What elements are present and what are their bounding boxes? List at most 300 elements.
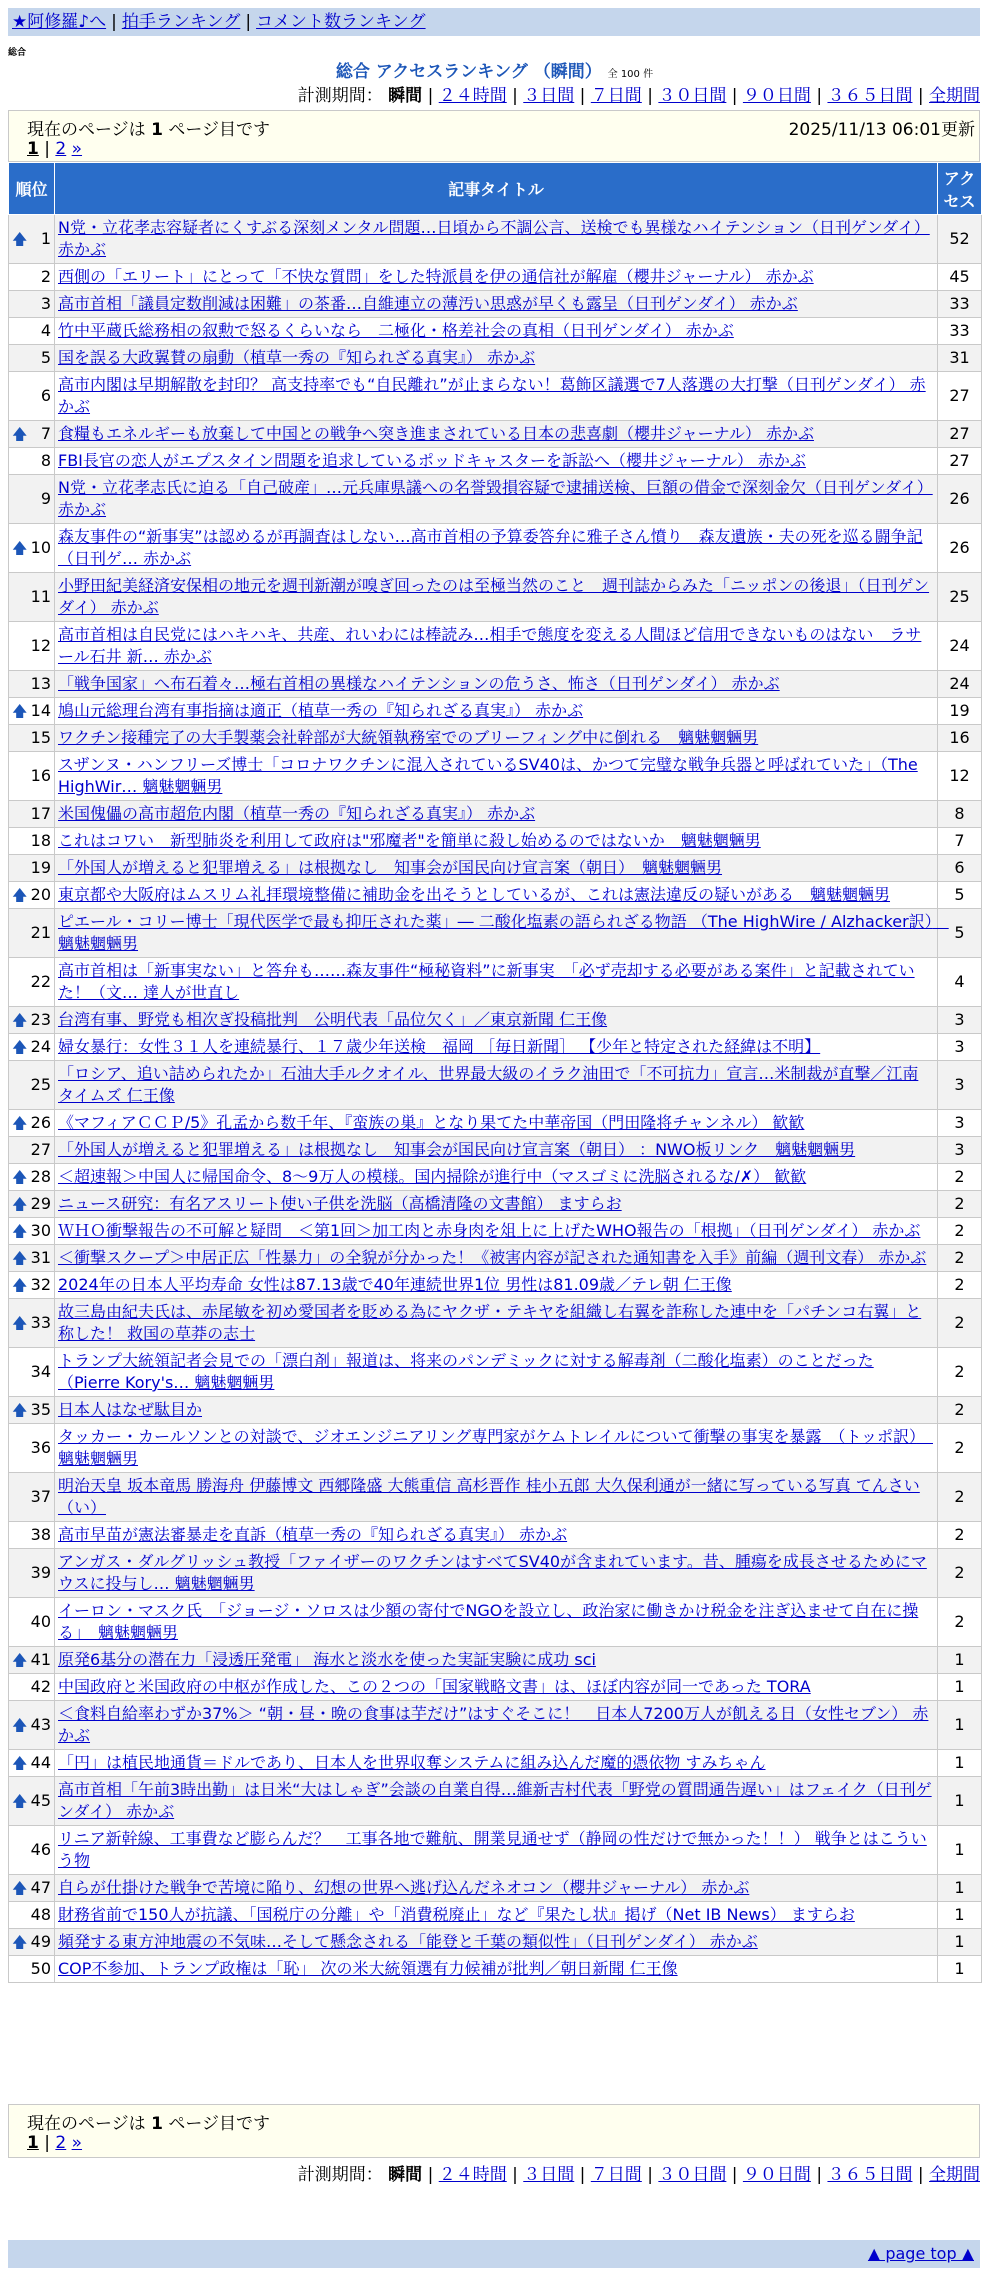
table-row <box>9 1007 982 1034</box>
access-count: 16 <box>938 725 982 752</box>
rank-cell <box>9 1701 55 1750</box>
rank-number: 27 <box>30 1140 51 1159</box>
rank-cell <box>9 752 55 801</box>
access-count: 52 <box>938 215 982 264</box>
rank-cell <box>9 958 55 1007</box>
title-cell <box>55 372 938 421</box>
rank-number: 39 <box>30 1563 51 1582</box>
title-cell <box>55 1549 938 1598</box>
table-row <box>9 801 982 828</box>
period-link-90d[interactable]: ９０日間 <box>742 2165 811 2185</box>
access-count: 1 <box>938 1956 982 1983</box>
table-row <box>9 291 982 318</box>
table-row <box>9 524 982 573</box>
table-row <box>9 1674 982 1701</box>
article-link[interactable]: 西側の「エリート」にとって「不快な質問」をした特派員を伊の通信社が解雇（櫻井ジャーナル） 赤かぶ <box>58 267 814 286</box>
updated-timestamp: 2025/11/13 06:01更新 <box>788 120 975 140</box>
title-cell <box>55 752 938 801</box>
rank-cell <box>9 1397 55 1424</box>
article-link[interactable]: スザンヌ・ハンフリーズ博士「コロナワクチンに混入されているSV40は、かつて完璧な戦争兵器と呼ばれていた」（The HighWir… 魑魅魍魎男 <box>58 755 918 796</box>
total-count: 全 100 件 <box>607 69 654 80</box>
article-link[interactable]: 「外国人が増えると犯罪増える」は根拠なし 知事会が国民向け宣言案（朝日） ：NWO板リンク 魑魅魍魎男 <box>58 1140 856 1159</box>
rank-cell <box>9 1902 55 1929</box>
access-count: 2 <box>938 1549 982 1598</box>
rank-cell <box>9 1674 55 1701</box>
period-link-30d[interactable]: ３０日間 <box>658 2165 727 2185</box>
table-row <box>9 752 982 801</box>
rank-up-arrow-icon: 🡅 <box>12 1933 28 1951</box>
rank-number: 23 <box>30 1010 51 1029</box>
rank-cell <box>9 1110 55 1137</box>
article-link[interactable]: 「戦争国家」へ布石着々…極右首相の異様なハイテンションの危うさ、怖さ（日刊ゲンダイ） 赤かぶ <box>58 674 780 693</box>
access-count: 19 <box>938 698 982 725</box>
rank-cell <box>9 1647 55 1674</box>
title-cell <box>55 1348 938 1397</box>
access-count: 2 <box>938 1191 982 1218</box>
rank-up-arrow-icon: 🡅 <box>12 1716 28 1734</box>
article-link[interactable]: 高市首相「議員定数削減は困難」の茶番…自維連立の薄汚い思惑が早くも露呈（日刊ゲンダイ） 赤かぶ <box>58 294 798 313</box>
rank-up-arrow-icon: 🡅 <box>12 1879 28 1897</box>
rank-number: 10 <box>30 538 51 557</box>
article-link[interactable]: 2024年の日本人平均寿命 女性は87.13歳で40年連続世界1位 男性は81.09歳／テレ朝 仁王像 <box>58 1275 732 1294</box>
access-count: 1 <box>938 1701 982 1750</box>
article-link[interactable]: 故三島由紀夫氏は、赤尾敏を初め愛国者を貶める為にヤクザ・テキヤを組織し右翼を詐称した連中を「パチンコ右翼」と称した！ 救国の草莽の志士 <box>58 1302 922 1343</box>
rank-number: 42 <box>30 1677 51 1696</box>
title-cell <box>55 1397 938 1424</box>
access-count: 1 <box>938 1647 982 1674</box>
access-count: 26 <box>938 475 982 524</box>
rank-cell <box>9 1007 55 1034</box>
period-link-365d[interactable]: ３６５日間 <box>827 86 913 106</box>
article-link[interactable]: 日本人はなぜ駄目か <box>58 1400 203 1419</box>
current-page-text: 現在のページは 1 ページ目です <box>27 120 270 140</box>
rank-cell <box>9 524 55 573</box>
rank-cell <box>9 1191 55 1218</box>
article-link[interactable]: 高市首相「午前3時出勤」は日米“大はしゃぎ”会談の自業自得…維新吉村代表「野党の質問通告遅い」はフェイク（日刊ゲンダイ） 赤かぶ <box>58 1780 932 1821</box>
rank-number: 44 <box>30 1753 51 1772</box>
title-cell <box>55 1110 938 1137</box>
rank-number: 48 <box>30 1905 51 1924</box>
title-cell <box>55 291 938 318</box>
access-count: 24 <box>938 622 982 671</box>
period-link-3d[interactable]: ３日間 <box>523 86 575 106</box>
title-cell <box>55 475 938 524</box>
article-link[interactable]: トランプ大統領記者会見での「漂白剤」報道は、将来のパンデミックに対する解毒剤（二酸化塩素）のことだった（Pierre Kory's… 魑魅魍魎男 <box>58 1351 874 1392</box>
rank-number: 18 <box>30 831 51 850</box>
rank-up-arrow-icon: 🡅 <box>12 1651 28 1669</box>
pager-top <box>8 110 980 162</box>
title-cell <box>55 882 938 909</box>
rank-number: 26 <box>30 1113 51 1132</box>
table-row <box>9 1701 982 1750</box>
period-link-24h[interactable]: ２４時間 <box>438 86 507 106</box>
access-count: 8 <box>938 801 982 828</box>
table-row <box>9 1245 982 1272</box>
article-link[interactable]: 「ロシア、追い詰められたか」石油大手ルクオイル、世界最大級のイラク油田で「不可抗力」宣言…米制裁が直撃／江南タイムズ 仁王像 <box>58 1064 919 1105</box>
period-selector-top: 計測期間： 瞬間 | ２４時間 | ３日間 | ７日間 | ３０日間 | ９０日間 | ３６５日間 | 全期間 <box>297 86 980 106</box>
article-link[interactable]: 森友事件の“新事実”は認めるが再調査はしない…高市首相の予算委答弁に雅子さん憤り 森友遺族・夫の死を巡る闘争記（日刊ゲ… 赤かぶ <box>58 527 923 568</box>
rank-number: 31 <box>30 1248 51 1267</box>
article-link[interactable]: 台湾有事、野党も相次ぎ投稿批判 公明代表「品位欠く」／東京新聞 仁王像 <box>58 1010 608 1029</box>
rank-cell <box>9 372 55 421</box>
rank-number: 34 <box>30 1362 51 1381</box>
rank-cell <box>9 448 55 475</box>
rank-cell <box>9 345 55 372</box>
title-cell <box>55 1750 938 1777</box>
table-row <box>9 372 982 421</box>
rank-number: 37 <box>30 1487 51 1506</box>
period-current: 瞬間 <box>388 2165 423 2185</box>
article-link[interactable]: N党・立花孝志容疑者にくすぶる深刻メンタル問題…日頃から不調公言、送検でも異様なハイテンション（日刊ゲンダイ） 赤かぶ <box>58 218 930 259</box>
period-link-3d[interactable]: ３日間 <box>523 2165 575 2185</box>
period-current: 瞬間 <box>388 86 423 106</box>
article-link[interactable]: ワクチン接種完了の大手製薬会社幹部が大統領執務室でのブリーフィング中に倒れる 魑魅魍魎男 <box>58 728 759 747</box>
title-cell <box>55 1007 938 1034</box>
title-cell <box>55 1902 938 1929</box>
title-cell <box>55 1674 938 1701</box>
rank-cell <box>9 1549 55 1598</box>
table-row <box>9 1348 982 1397</box>
rank-number: 17 <box>30 804 51 823</box>
page-2-link[interactable]: 2 <box>55 2133 67 2153</box>
table-row <box>9 345 982 372</box>
rank-cell <box>9 1956 55 1983</box>
access-count: 5 <box>938 882 982 909</box>
article-link[interactable]: 高市早苗が憲法審暴走を直訴（植草一秀の『知られざる真実』） 赤かぶ <box>58 1525 568 1544</box>
period-link-7d[interactable]: ７日間 <box>590 86 642 106</box>
title-cell <box>55 1218 938 1245</box>
article-link[interactable]: 竹中平蔵氏総務相の叙勲で怒るくらいなら 二極化・格差社会の真相（日刊ゲンダイ） 赤かぶ <box>58 321 734 340</box>
title-cell <box>55 215 938 264</box>
article-link[interactable]: 食糧もエネルギーも放棄して中国との戦争へ突き進まされている日本の悲喜劇（櫻井ジャーナル） 赤かぶ <box>58 424 814 443</box>
nav-separator: | <box>111 12 117 32</box>
page-top-link[interactable]: ▲ page top ▲ <box>867 2244 974 2263</box>
rank-up-arrow-icon: 🡅 <box>12 886 28 904</box>
table-row <box>9 573 982 622</box>
article-link[interactable]: 高市首相は「新事実ない」と答弁も……森友事件“極秘資料”に新事実 「必ず売却する必要がある案件」と記載されていた！（文… 達人が世直し <box>58 961 915 1002</box>
article-link[interactable]: 婦女暴行：女性３１人を連続暴行、１７歳少年送検 福岡 ［毎日新聞］ 【少年と特定された経緯は不明】 <box>58 1037 821 1056</box>
table-row <box>9 1777 982 1826</box>
rank-cell <box>9 909 55 958</box>
article-link[interactable]: リニア新幹線、工事費など膨らんだ？ 工事各地で難航、開業見通せず（静岡の性だけで無かった！！） 戦争とはこういう物 <box>58 1829 927 1870</box>
access-count: 2 <box>938 1598 982 1647</box>
access-count: 1 <box>938 1777 982 1826</box>
rank-number: 12 <box>30 636 51 655</box>
access-count: 24 <box>938 671 982 698</box>
rank-number: 14 <box>30 701 51 720</box>
title-cell <box>55 1875 938 1902</box>
title-cell <box>55 1034 938 1061</box>
article-link[interactable]: 米国傀儡の高市超危内閣（植草一秀の『知られざる真実』） 赤かぶ <box>58 804 536 823</box>
rank-cell <box>9 801 55 828</box>
table-row <box>9 1164 982 1191</box>
rank-number: 43 <box>30 1715 51 1734</box>
rank-up-arrow-icon: 🡅 <box>12 1038 28 1056</box>
period-link-90d[interactable]: ９０日間 <box>742 86 811 106</box>
col-header-access: アクセス <box>938 163 982 215</box>
table-row <box>9 1397 982 1424</box>
rank-number: 40 <box>30 1612 51 1631</box>
rank-up-arrow-icon: 🡅 <box>12 539 28 557</box>
page-1-current: 1 <box>27 139 39 159</box>
table-row <box>9 1137 982 1164</box>
nav-separator: | <box>245 12 252 32</box>
rank-cell <box>9 698 55 725</box>
title-cell <box>55 421 938 448</box>
table-row <box>9 1191 982 1218</box>
table-row <box>9 1956 982 1983</box>
rank-cell <box>9 215 55 264</box>
table-row <box>9 1875 982 1902</box>
title-cell <box>55 1137 938 1164</box>
rank-number: 11 <box>30 587 51 606</box>
rank-number: 24 <box>30 1037 51 1056</box>
rank-number: 19 <box>30 858 51 877</box>
ranking-table <box>8 162 982 1983</box>
article-link[interactable]: イーロン・マスク氏 「ジョージ・ソロスは少額の寄付でNGOを設立し、政治家に働きかけ税金を注ぎ込ませて自在に操る」 魑魅魍魎男 <box>58 1601 919 1642</box>
table-row <box>9 622 982 671</box>
article-link[interactable]: 《マフィアＣＣＰ/5》孔孟から数千年、『蛮族の巣』となり果てた中華帝国（門田隆将チャンネル） 歓歓 <box>58 1113 805 1132</box>
nav-link-comment-ranking[interactable]: コメント数ランキング <box>256 12 426 32</box>
table-row <box>9 1929 982 1956</box>
table-row <box>9 1826 982 1875</box>
title-cell <box>55 1826 938 1875</box>
ranking-table-body <box>9 215 982 1983</box>
article-link[interactable]: アンガス・ダルグリッシュ教授「ファイザーのワクチンはすべてSV40が含まれています。昔、腫瘍を成長させるためにマウスに投与し… 魑魅魍魎男 <box>58 1552 927 1593</box>
rank-number: 28 <box>30 1167 51 1186</box>
access-count: 3 <box>938 1137 982 1164</box>
table-row <box>9 1473 982 1522</box>
rank-cell <box>9 573 55 622</box>
access-count: 1 <box>938 1826 982 1875</box>
title-cell <box>55 671 938 698</box>
page-title <box>0 60 989 87</box>
rank-cell <box>9 1826 55 1875</box>
table-row <box>9 1299 982 1348</box>
rank-number: 30 <box>30 1221 51 1240</box>
access-count: 1 <box>938 1750 982 1777</box>
period-selector-bottom: 計測期間： 瞬間 | ２４時間 | ３日間 | ７日間 | ３０日間 | ９０日間 | ３６５日間 | 全期間 <box>297 2165 980 2185</box>
rank-cell <box>9 1299 55 1348</box>
period-label: 計測期間： <box>297 86 383 106</box>
rank-cell <box>9 1598 55 1647</box>
current-page-text: 現在のページは 1 ページ目です <box>27 2114 270 2134</box>
rank-cell <box>9 622 55 671</box>
access-count: 27 <box>938 372 982 421</box>
access-count: 3 <box>938 1110 982 1137</box>
rank-up-arrow-icon: 🡅 <box>12 1011 28 1029</box>
article-link[interactable]: 小野田紀美経済安保相の地元を週刊新潮が嗅ぎ回ったのは至極当然のこと 週刊誌からみた「ニッポンの後退」（日刊ゲンダイ） 赤かぶ <box>58 576 930 617</box>
table-row <box>9 1549 982 1598</box>
article-link[interactable]: 鳩山元総理台湾有事指摘は適正（植草一秀の『知られざる真実』） 赤かぶ <box>58 701 584 720</box>
article-link[interactable]: 「外国人が増えると犯罪増える」は根拠なし 知事会が国民向け宣言案（朝日） 魑魅魍魎男 <box>58 858 723 877</box>
article-link[interactable]: 頻発する東方沖地震の不気味…そして懸念される「能登と千葉の類似性」（日刊ゲンダイ） 赤かぶ <box>58 1932 758 1951</box>
article-link[interactable]: 高市内閣は早期解散を封印？ 高支持率でも“自民離れ”が止まらない！葛飾区議選で7人落選の大打撃（日刊ゲンダイ） 赤かぶ <box>58 375 926 416</box>
table-row <box>9 1061 982 1110</box>
period-link-7d[interactable]: ７日間 <box>590 2165 642 2185</box>
article-link[interactable]: N党・立花孝志氏に迫る「自己破産」…元兵庫県議への名誉毀損容疑で逮捕送検、巨額の借金で深刻金欠（日刊ゲンダイ） 赤かぶ <box>58 478 933 519</box>
article-link[interactable]: 中国政府と米国政府の中枢が作成した、この２つの「国家戦略文書」は、ほぼ内容が同一であった TORA <box>58 1677 811 1696</box>
top-nav-bar <box>8 8 980 36</box>
rank-up-arrow-icon: 🡅 <box>12 1168 28 1186</box>
table-row <box>9 1110 982 1137</box>
access-count: 27 <box>938 421 982 448</box>
access-count: 1 <box>938 1674 982 1701</box>
access-count: 4 <box>938 958 982 1007</box>
table-row <box>9 1647 982 1674</box>
rank-number: 22 <box>30 972 51 991</box>
title-cell <box>55 909 949 958</box>
rank-cell <box>9 1137 55 1164</box>
access-count: 31 <box>938 345 982 372</box>
rank-number: 9 <box>40 489 51 508</box>
rank-cell <box>9 855 55 882</box>
article-link[interactable]: 原発6基分の潜在力「浸透圧発電」 海水と淡水を使った実証実験に成功 sci <box>58 1650 596 1669</box>
rank-up-arrow-icon: 🡅 <box>12 1792 28 1810</box>
title-cell <box>55 622 938 671</box>
table-row <box>9 264 982 291</box>
article-link[interactable]: 高市首相は自民党にはハキハキ、共産、れいわには棒読み…相手で態度を変える人間ほど信用できないものはない ラサール石井 新… 赤かぶ <box>58 625 922 666</box>
title-cell <box>55 1424 938 1473</box>
article-link[interactable]: タッカー・カールソンとの対談で、ジオエンジニアリング専門家がケムトレイルについて衝撃の事実を暴露 （トッポ訳） 魑魅魍魎男 <box>58 1427 933 1468</box>
title-cell <box>55 828 938 855</box>
rank-cell <box>9 1061 55 1110</box>
rank-cell <box>9 1522 55 1549</box>
rank-up-arrow-icon: 🡅 <box>12 1401 28 1419</box>
article-link[interactable]: これはコワい 新型肺炎を利用して政府は"邪魔者"を簡単に殺し始めるのではないか 魑魅魍魎男 <box>58 831 761 850</box>
period-link-30d[interactable]: ３０日間 <box>658 86 727 106</box>
table-row <box>9 448 982 475</box>
page-2-link[interactable]: 2 <box>55 139 67 159</box>
rank-up-arrow-icon: 🡅 <box>12 230 28 248</box>
access-count: 3 <box>938 1007 982 1034</box>
article-link[interactable]: ピエール・コリー博士「現代医学で最も抑圧された薬」― 二酸化塩素の語られざる物語 （The HighWire / Alzhacker訳） 魑魅魍魎男 <box>58 912 949 953</box>
rank-number: 16 <box>30 766 51 785</box>
rank-number: 3 <box>40 294 51 313</box>
title-cell <box>55 318 938 345</box>
rank-cell <box>9 725 55 752</box>
period-link-24h[interactable]: ２４時間 <box>438 2165 507 2185</box>
rank-number: 41 <box>30 1650 51 1669</box>
title-cell <box>55 958 938 1007</box>
table-row <box>9 475 982 524</box>
rank-cell <box>9 1777 55 1826</box>
period-link-all[interactable]: 全期間 <box>929 86 980 106</box>
article-link[interactable]: ＜超速報＞中国人に帰国命令、8～9万人の模様。国内掃除が進行中（マスゴミに洗脳されるな/✗） 歓歓 <box>58 1167 807 1186</box>
access-count: 5 <box>938 909 982 958</box>
period-link-all[interactable]: 全期間 <box>929 2165 980 2185</box>
article-link[interactable]: 明治天皇 坂本竜馬 勝海舟 伊藤博文 西郷隆盛 大熊重信 高杉晋作 桂小五郎 大久保利通が一緒に写っている写真 てんさい（い） <box>58 1476 920 1517</box>
access-count: 2 <box>938 1299 982 1348</box>
title-cell <box>55 264 938 291</box>
period-link-365d[interactable]: ３６５日間 <box>827 2165 913 2185</box>
rank-cell <box>9 1875 55 1902</box>
rank-cell <box>9 1272 55 1299</box>
table-row <box>9 698 982 725</box>
access-count: 33 <box>938 318 982 345</box>
title-cell <box>55 1929 938 1956</box>
access-count: 2 <box>938 1218 982 1245</box>
footer-bar <box>8 2240 980 2268</box>
title-cell <box>55 1473 938 1522</box>
access-count: 45 <box>938 264 982 291</box>
rank-number: 49 <box>30 1932 51 1951</box>
table-row <box>9 318 982 345</box>
rank-cell <box>9 1164 55 1191</box>
title-cell <box>55 345 938 372</box>
access-count: 25 <box>938 573 982 622</box>
article-link[interactable]: FBI長官の恋人がエプスタイン問題を追求しているポッドキャスターを訴訟へ（櫻井ジャーナル） 赤かぶ <box>58 451 806 470</box>
access-count: 2 <box>938 1424 982 1473</box>
article-link[interactable]: 「円」は植民地通貨＝ドルであり、日本人を世界収奪システムに組み込んだ魔的憑依物 すみちゃん <box>58 1753 766 1772</box>
access-count: 33 <box>938 291 982 318</box>
period-label: 計測期間： <box>297 2165 383 2185</box>
rank-cell <box>9 1750 55 1777</box>
access-count: 1 <box>938 1929 982 1956</box>
article-link[interactable]: ＜食料自給率わずか37%＞ “朝・昼・晩の食事は芋だけ”はすぐそこに！ 日本人7200万人が飢える日（女性セブン） 赤かぶ <box>58 1704 929 1745</box>
access-count: 2 <box>938 1522 982 1549</box>
rank-cell <box>9 1424 55 1473</box>
table-row <box>9 909 982 958</box>
title-cell <box>55 524 938 573</box>
table-row <box>9 215 982 264</box>
article-link[interactable]: 国を誤る大政翼賛の扇動（植草一秀の『知られざる真実』） 赤かぶ <box>58 348 536 367</box>
table-header-row <box>9 163 982 215</box>
rank-up-arrow-icon: 🡅 <box>12 1314 28 1332</box>
article-link[interactable]: ＷＨＯ衝撃報告の不可解と疑問 ＜第1回＞加工肉と赤身肉を俎上に上げたWHO報告の「根拠」（日刊ゲンダイ） 赤かぶ <box>58 1221 921 1240</box>
table-row <box>9 1902 982 1929</box>
table-row <box>9 1272 982 1299</box>
rank-number: 13 <box>30 674 51 693</box>
nav-link-home[interactable]: ★阿修羅♪へ <box>12 12 107 32</box>
article-link[interactable]: ニュース研究：有名アスリート使い子供を洗脳（高橋清隆の文書館） ますらお <box>58 1194 622 1213</box>
next-page-link[interactable]: » <box>71 139 83 159</box>
rank-cell <box>9 1034 55 1061</box>
rank-number: 5 <box>40 348 51 367</box>
article-link[interactable]: 財務省前で150人が抗議、「国税庁の分離」や「消費税廃止」など『果たし状』掲げ（Net IB News） ますらお <box>58 1905 855 1924</box>
rank-number: 6 <box>40 386 51 405</box>
title-cell <box>55 1777 938 1826</box>
title-cell <box>55 1164 938 1191</box>
rank-number: 38 <box>30 1525 51 1544</box>
rank-number: 4 <box>40 321 51 340</box>
article-link[interactable]: 東京都や大阪府はムスリム礼拝環境整備に補助金を出そうとしているが、これは憲法違反の疑いがある 魑魅魍魎男 <box>58 885 891 904</box>
table-row <box>9 882 982 909</box>
article-link[interactable]: 自らが仕掛けた戦争で苦境に陥り、幻想の世界へ逃げ込んだネオコン（櫻井ジャーナル） 赤かぶ <box>58 1878 750 1897</box>
article-link[interactable]: COP不参加、トランプ政権は「恥」 次の米大統領選有力候補が批判／朝日新聞 仁王像 <box>58 1959 678 1978</box>
rank-number: 8 <box>40 451 51 470</box>
title-cell <box>55 725 938 752</box>
rank-cell <box>9 828 55 855</box>
nav-link-clap-ranking[interactable]: 拍手ランキング <box>121 12 241 32</box>
rank-cell <box>9 671 55 698</box>
article-link[interactable]: ＜衝撃スクープ＞中居正広「性暴力」の全貌が分かった！《被害内容が記された通知書を入手》前編（週刊文春） 赤かぶ <box>58 1248 927 1267</box>
table-row <box>9 855 982 882</box>
rank-number: 29 <box>30 1194 51 1213</box>
next-page-link[interactable]: » <box>71 2133 83 2153</box>
rank-cell <box>9 421 55 448</box>
rank-number: 46 <box>30 1840 51 1859</box>
rank-cell <box>9 318 55 345</box>
rank-number: 35 <box>30 1400 51 1419</box>
rank-number: 45 <box>30 1791 51 1810</box>
title-cell <box>55 801 938 828</box>
page-title-text: 総合 アクセスランキング （瞬間） <box>335 62 602 82</box>
access-count: 3 <box>938 1061 982 1110</box>
col-header-title: 記事タイトル <box>55 163 938 215</box>
title-cell <box>55 1701 938 1750</box>
title-cell <box>55 448 938 475</box>
